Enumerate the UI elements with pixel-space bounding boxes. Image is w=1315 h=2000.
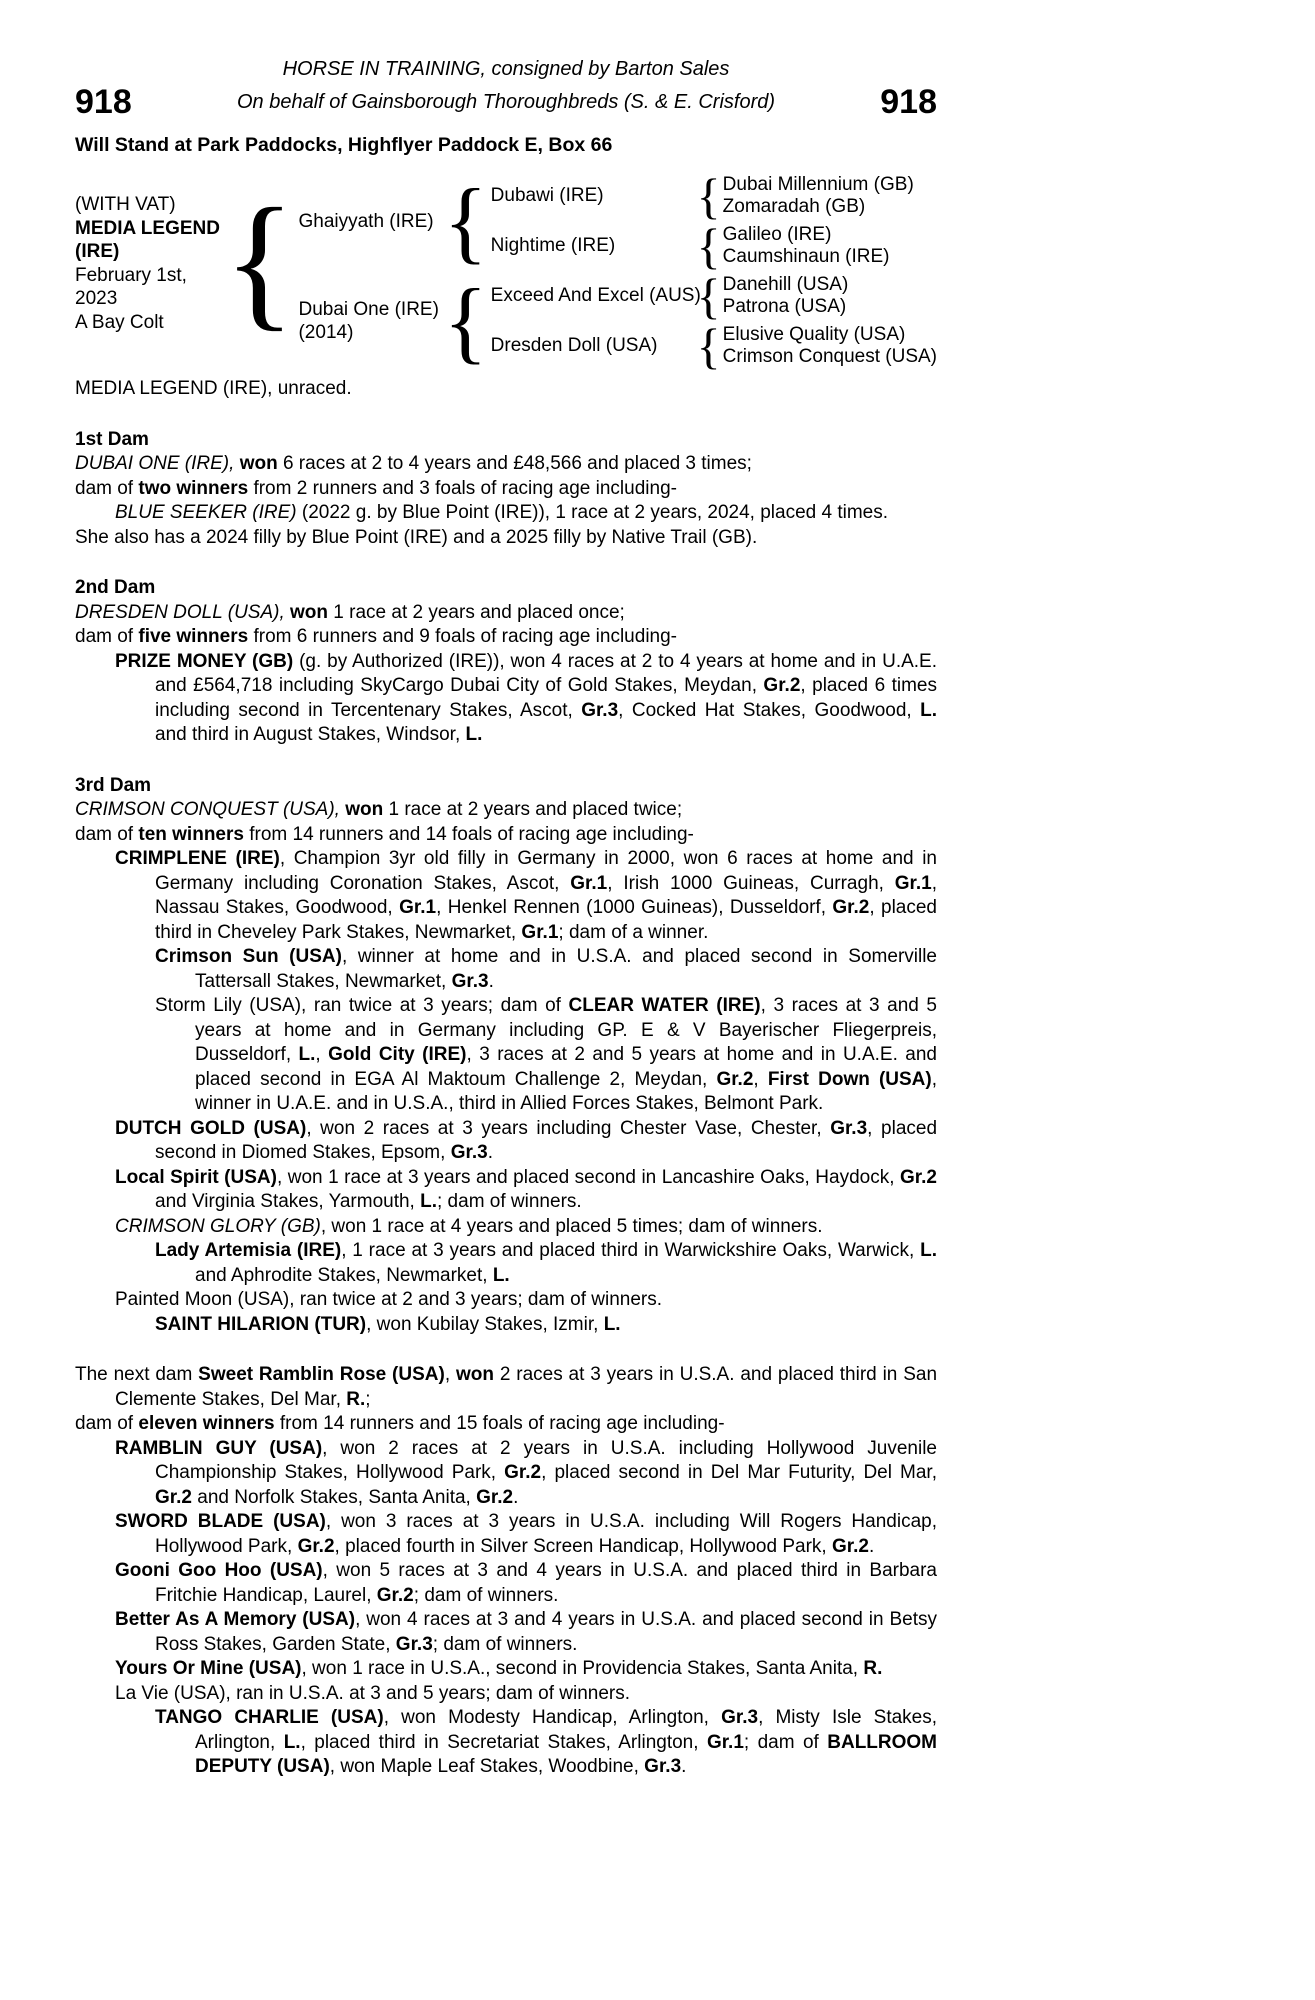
text-run: , placed fourth in Silver Screen Handicap, Hollywood Park, [334, 1535, 832, 1557]
text-run: , 3 races at 3 and 5 years at home and in Germany including GP. E & V Bayerischer Fliegerpreis, Dusseldorf, [195, 995, 937, 1065]
text-run: Crimson Sun (USA) [155, 946, 342, 967]
dam-name [298, 298, 440, 344]
text-run: ; dam of [743, 1731, 828, 1753]
text-run: Gr.3 [830, 1117, 868, 1139]
text-run: Gr.1 [521, 921, 559, 943]
text-run: PRIZE MONEY (GB) [115, 650, 294, 672]
text-run: (g. by Authorized (IRE)), won 4 races at 2 to 4 years at home and in U.A.E. and £564,718 including SkyCargo Dubai City of Gold Stakes, Meydan, [155, 650, 938, 696]
great-grandparent-pair [723, 271, 937, 321]
text-run: two winners [138, 477, 249, 499]
text-run: dam of [75, 477, 139, 499]
dam-section-heading: 2nd Dam [75, 577, 156, 598]
text-run: Gr.2 [716, 1068, 754, 1090]
catalogue-paragraph [75, 1215, 937, 1240]
great-grandparent-name: Crimson Conquest (USA) [722, 346, 937, 367]
sire-parents [490, 168, 937, 274]
catalogue-paragraph [75, 1437, 937, 1511]
catalogue-paragraph [75, 1608, 937, 1657]
text-run: won [290, 601, 329, 623]
text-run: . [681, 1756, 687, 1777]
text-run: won [455, 1364, 494, 1385]
text-run: Gr.2 [900, 1166, 937, 1188]
text-run: , Irish 1000 Guineas, Curragh, [607, 872, 895, 894]
catalogue-paragraph [75, 625, 937, 650]
text-run: SWORD BLADE (USA) [115, 1511, 326, 1532]
lot-number-left: 918 [75, 83, 132, 121]
pedigree-brace-icon: { [696, 318, 721, 374]
text-run: RAMBLIN GUY (USA) [115, 1437, 323, 1459]
text-run: ; dam of winners. [432, 1633, 578, 1655]
great-grandparent-name: Patrona (USA) [722, 296, 847, 317]
text-run: , placed third in Cheveley Park Stakes, Newmarket, [155, 897, 938, 943]
text-run: L. [465, 724, 483, 745]
text-run: Gr.1 [399, 897, 437, 918]
catalogue-paragraph [75, 452, 937, 477]
text-run: DUBAI ONE (IRE), [75, 453, 240, 474]
text-run: , placed 6 times including second in Tercentenary Stakes, Ascot, [155, 675, 937, 721]
text-run: Local Spirit (USA) [115, 1166, 277, 1188]
great-grandparent-name: Zomaradah (GB) [722, 196, 866, 217]
text-run: CLEAR WATER (IRE) [568, 995, 761, 1016]
text-run: . [487, 1142, 493, 1163]
dam-branch [298, 268, 937, 374]
text-run: , [444, 1364, 456, 1385]
text-run: ; dam of a winner. [558, 921, 709, 943]
text-run: , Misty Isle Stakes, Arlington, [195, 1707, 938, 1753]
text-run: Gr.2 [504, 1462, 542, 1483]
text-run: DUTCH GOLD (USA) [115, 1117, 307, 1139]
text-run: from 14 runners and 15 foals of racing age including- [274, 1413, 725, 1434]
text-run: Gr.1 [894, 872, 932, 894]
catalogue-paragraph [75, 1510, 937, 1559]
text-run: Gr.2 [831, 1535, 869, 1557]
text-run: Gr.2 [476, 1486, 514, 1508]
text-run: dam of [75, 1413, 139, 1434]
foaling-date: February 1st, 2023 [75, 264, 187, 309]
great-grandparent-name: Caumshinaun (IRE) [722, 246, 890, 267]
catalogue-paragraph [75, 501, 937, 526]
pedigree-generation-1 [298, 168, 937, 374]
text-run: , won 1 race in U.S.A., second in Providencia Stakes, Santa Anita, [301, 1658, 864, 1679]
pedigree-brace-icon: { [696, 218, 721, 274]
text-run: ; dam of winners. [413, 1584, 559, 1606]
text-run: dam of [75, 823, 139, 845]
text-run: SAINT HILARION (TUR) [155, 1313, 367, 1335]
pedigree-info [75, 171, 220, 351]
colour-sex-description: A Bay Colt [75, 311, 164, 333]
text-run: She also has a 2024 filly by Blue Point (IRE) and a 2025 filly by Native Trail (GB). [75, 526, 758, 548]
text-run: dam of [75, 626, 139, 647]
text-run: CRIMSON CONQUEST (USA), [75, 799, 346, 820]
text-run: 6 races at 2 to 4 years and £48,566 and placed 3 times; [277, 453, 752, 474]
catalogue-paragraph [75, 798, 937, 823]
great-grandparent-name: Dubai Millennium (GB) [722, 174, 914, 195]
text-run: , [753, 1068, 768, 1090]
dam-section-heading: 1st Dam [75, 428, 149, 450]
catalogue-paragraph [75, 1706, 937, 1780]
horse-name: MEDIA LEGEND [75, 217, 220, 239]
catalogue-body [75, 377, 937, 1780]
pedigree-brace-icon: { [443, 270, 488, 372]
text-run: Gr.2 [376, 1584, 414, 1606]
text-run: Yours Or Mine (USA) [115, 1658, 302, 1679]
great-grandparent-name: Danehill (USA) [722, 274, 849, 295]
text-run: , Nassau Stakes, Goodwood, [155, 872, 937, 918]
catalogue-paragraph [75, 1412, 937, 1437]
great-grandparent-pair [723, 221, 937, 271]
text-run: , Henkel Rennen (1000 Guineas), Dusseldorf, [436, 897, 833, 918]
pedigree-tree [220, 168, 937, 374]
consignment-line: HORSE IN TRAINING, consigned by Barton Sales [282, 58, 730, 80]
text-run: MEDIA LEGEND (IRE), unraced. [75, 378, 352, 399]
granddam-branch [490, 218, 937, 274]
text-run: ; [365, 1388, 371, 1410]
text-run: BALLROOM DEPUTY (USA) [195, 1731, 938, 1777]
great-grandparent-name: Elusive Quality (USA) [722, 324, 906, 345]
text-run: , won 2 races at 3 years including Chester Vase, Chester, [306, 1117, 831, 1139]
text-run: 1 race at 2 years and placed twice; [383, 799, 683, 820]
grandparent-name: Dubawi (IRE) [490, 185, 604, 206]
great-grandparent-pair [723, 171, 937, 221]
text-run: , 3 races at 2 and 5 years at home and in U.A.E. and placed second in EGA Al Maktoum Challenge 2, Meydan, [195, 1044, 937, 1090]
text-run: ten winners [138, 823, 244, 845]
text-run: , won Maple Leaf Stakes, Woodbine, [329, 1756, 645, 1777]
catalogue-paragraph [75, 1239, 937, 1288]
damsire-branch [490, 268, 937, 324]
catalogue-paragraph [75, 847, 937, 945]
catalogue-paragraph [75, 823, 937, 848]
on-behalf-line: On behalf of Gainsborough Thoroughbreds (S. & E. Crisford) [236, 90, 776, 113]
text-run: L. [492, 1264, 510, 1286]
stand-location-line: Will Stand at Park Paddocks, Highflyer Paddock E, Box 66 [75, 134, 613, 156]
pedigree-table [75, 168, 937, 374]
text-run: BLUE SEEKER (IRE) [115, 502, 297, 523]
text-run: Gr.2 [763, 675, 801, 696]
dam-name-line: Dubai One (IRE) [298, 299, 439, 320]
text-run: ; dam of winners. [437, 1191, 582, 1212]
text-run: , won 2 races at 2 years in U.S.A. including Hollywood Juvenile Championship Stakes, Hollywood Park, [155, 1437, 937, 1483]
text-run: , won 4 races at 3 and 4 years in U.S.A. and placed second in Betsy Ross Stakes, Garden State, [155, 1609, 937, 1655]
text-run: 1 race at 2 years and placed once; [328, 601, 625, 623]
catalogue-paragraph [75, 1363, 937, 1412]
text-run: won [345, 799, 384, 820]
pedigree-brace-icon: { [696, 268, 721, 324]
text-run: Gr.3 [451, 970, 489, 992]
text-run: (2022 g. by Blue Point (IRE)), 1 race at 2 years, 2024, placed 4 times. [296, 502, 889, 523]
catalogue-paragraph [75, 1313, 937, 1338]
text-run: five winners [138, 626, 249, 647]
text-run: won [239, 453, 278, 474]
text-run: , won 3 races at 3 years in U.S.A. including Will Rogers Handicap, Hollywood Park, [155, 1511, 937, 1557]
text-run: R. [863, 1658, 883, 1679]
text-run: Gr.3 [721, 1707, 759, 1728]
text-run: . [513, 1486, 519, 1508]
horse-name-suffix: (IRE) [75, 241, 120, 262]
text-run: Gr.3 [581, 699, 619, 721]
text-run: , won Kubilay Stakes, Izmir, [366, 1313, 604, 1335]
text-run: and Virginia Stakes, Yarmouth, [155, 1191, 421, 1212]
text-run: TANGO CHARLIE (USA) [155, 1707, 384, 1728]
text-run: CRIMSON GLORY (GB) [115, 1215, 321, 1237]
text-run: , Champion 3yr old filly in Germany in 2000, won 6 races at home and in Germany including Coronation Stakes, Ascot, [155, 848, 937, 894]
text-run: and third in August Stakes, Windsor, [155, 724, 466, 745]
catalogue-paragraph [75, 377, 937, 402]
grandparent-name: Exceed And Excel (AUS) [490, 285, 701, 306]
catalogue-paragraph [75, 1682, 937, 1707]
text-run: , winner at home and in U.S.A. and placed second in Somerville Tattersall Stakes, Newmarket, [195, 946, 937, 992]
sire-branch [298, 168, 937, 274]
text-run: 2 races at 3 years in U.S.A. and placed third in San Clemente Stakes, Del Mar, [115, 1364, 938, 1410]
vat-note: (WITH VAT) [75, 194, 176, 215]
pedigree-brace-icon: { [223, 178, 296, 344]
text-run: Storm Lily (USA), ran twice at 3 years; dam of [155, 995, 569, 1016]
dam-year: (2014) [298, 322, 354, 343]
text-run: Gr.2 [297, 1535, 335, 1557]
second-dam-branch [490, 318, 937, 374]
catalogue-paragraph [75, 650, 937, 748]
catalogue-paragraph [75, 477, 937, 502]
catalogue-paragraph [75, 1117, 937, 1166]
catalogue-paragraph [75, 601, 937, 626]
text-run: Gooni Goo Hoo (USA) [115, 1560, 323, 1581]
text-run: L. [420, 1191, 437, 1212]
text-run: from 6 runners and 9 foals of racing age including- [248, 626, 678, 647]
text-run: , won Modesty Handicap, Arlington, [383, 1707, 722, 1728]
grandparent-name: Nightime (IRE) [490, 235, 616, 256]
text-run: First Down (USA) [767, 1068, 932, 1090]
great-grandparent-pair [723, 321, 937, 371]
dam-section-heading: 3rd Dam [75, 774, 152, 796]
catalogue-paragraph [75, 1657, 937, 1682]
pedigree-brace-icon: { [696, 168, 721, 224]
text-run: Gr.3 [450, 1142, 488, 1163]
text-run: Sweet Ramblin Rose (USA) [198, 1364, 445, 1385]
catalogue-paragraph [75, 1288, 937, 1313]
text-run: . [488, 970, 494, 992]
text-run: eleven winners [138, 1413, 275, 1434]
text-run: Gr.3 [644, 1756, 682, 1777]
text-run: Lady Artemisia (IRE) [155, 1240, 342, 1261]
text-run: Gr.2 [155, 1486, 192, 1508]
text-run: , won 1 race at 3 years and placed second in Lancashire Oaks, Haydock, [276, 1166, 901, 1188]
text-run: Better As A Memory (USA) [115, 1609, 356, 1630]
text-run: , placed second in Diomed Stakes, Epsom, [155, 1117, 938, 1163]
text-run: , placed third in Secretariat Stakes, Arlington, [300, 1731, 707, 1753]
text-run: , won 1 race at 4 years and placed 5 times; dam of winners. [320, 1215, 823, 1237]
catalogue-paragraph [75, 526, 937, 551]
text-run: DRESDEN DOLL (USA), [75, 601, 291, 623]
text-run: La Vie (USA), ran in U.S.A. at 3 and 5 years; dam of winners. [115, 1682, 631, 1704]
catalogue-paragraph [75, 945, 937, 994]
dam-parents [490, 268, 937, 374]
text-run: , placed second in Del Mar Futurity, Del Mar, [541, 1462, 937, 1483]
great-grandparent-name: Galileo (IRE) [722, 224, 832, 245]
grandparent-name: Dresden Doll (USA) [490, 335, 658, 356]
text-run: , [315, 1044, 329, 1065]
text-run: L. [603, 1313, 621, 1335]
text-run: The next dam [75, 1364, 199, 1385]
text-run: , 1 race at 3 years and placed third in Warwickshire Oaks, Warwick, [341, 1240, 921, 1261]
sire-name: Ghaiyyath (IRE) [298, 210, 434, 232]
grandsire-branch [490, 168, 937, 224]
text-run: R. [346, 1388, 366, 1410]
text-run: Gold City (IRE) [328, 1044, 467, 1065]
text-run: from 2 runners and 3 foals of racing age including- [248, 477, 677, 499]
lot-row [75, 84, 937, 120]
text-run: CRIMPLENE (IRE) [115, 848, 280, 869]
text-run: and Aphrodite Stakes, Newmarket, [195, 1264, 493, 1286]
text-run: L. [283, 1731, 301, 1753]
text-run: L. [920, 699, 937, 721]
catalogue-paragraph [75, 1559, 937, 1608]
text-run: Gr.2 [832, 897, 870, 918]
catalogue-paragraph [75, 994, 937, 1117]
text-run: . [868, 1535, 875, 1557]
text-run: from 14 runners and 14 foals of racing age including- [243, 823, 694, 845]
text-run: Gr.3 [395, 1633, 433, 1655]
text-run: L. [920, 1240, 937, 1261]
text-run: and Norfolk Stakes, Santa Anita, [191, 1486, 477, 1508]
text-run: L. [298, 1044, 316, 1065]
pedigree-brace-icon: { [443, 170, 488, 272]
text-run: Gr.1 [706, 1731, 744, 1753]
text-run: , Cocked Hat Stakes, Goodwood, [618, 699, 921, 721]
text-run: , winner in U.A.E. and in U.S.A., third in Allied Forces Stakes, Belmont Park. [195, 1068, 937, 1114]
lot-number-right: 918 [880, 83, 937, 121]
text-run: Painted Moon (USA), ran twice at 2 and 3 years; dam of winners. [115, 1289, 663, 1310]
text-run: Gr.1 [570, 872, 608, 894]
text-run: , won 5 races at 3 and 4 years in U.S.A. and placed third in Barbara Fritchie Handicap, Laurel, [155, 1560, 937, 1606]
catalogue-paragraph [75, 1166, 937, 1215]
